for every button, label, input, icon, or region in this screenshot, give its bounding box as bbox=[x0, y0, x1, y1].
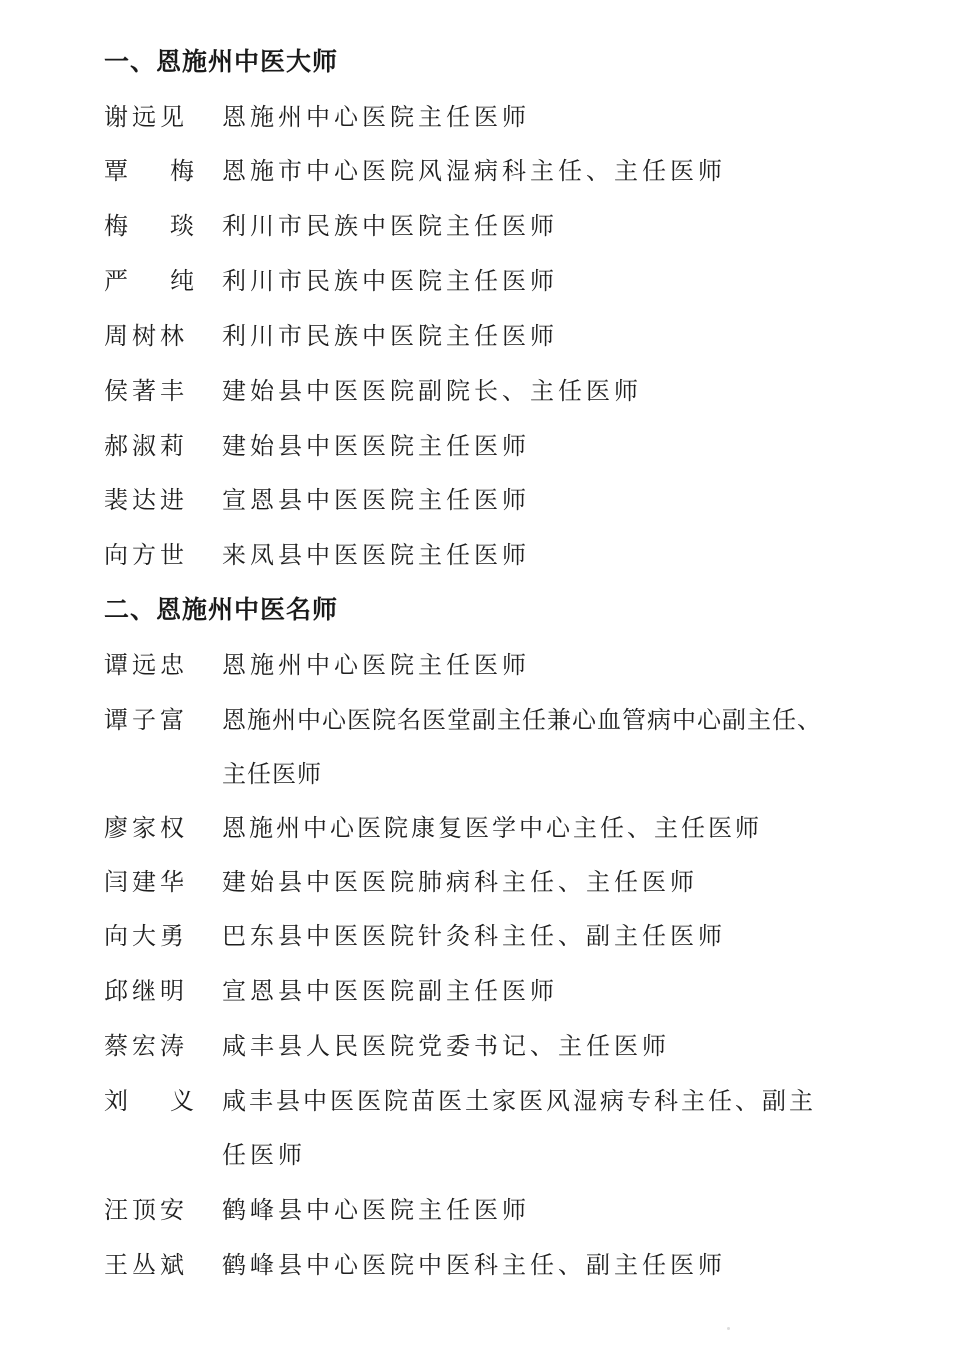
person-name: 王丛斌 bbox=[104, 1251, 188, 1279]
person-title: 宣恩县中医医院主任医师 bbox=[222, 486, 530, 514]
person-name: 裴达进 bbox=[104, 486, 188, 514]
person-title: 建始县中医医院主任医师 bbox=[222, 432, 530, 460]
person-title: 鹤峰县中心医院中医科主任、副主任医师 bbox=[222, 1251, 726, 1279]
person-name: 覃 梅 bbox=[104, 157, 194, 185]
person-name: 汪顶安 bbox=[104, 1196, 188, 1224]
person-title: 恩施州中心医院康复医学中心主任、主任医师 bbox=[222, 814, 762, 842]
scan-speck bbox=[727, 1327, 730, 1330]
person-title: 咸丰县人民医院党委书记、主任医师 bbox=[222, 1032, 670, 1060]
person-name: 郝淑莉 bbox=[104, 432, 188, 460]
section-heading-masters: 一、恩施州中医大师 bbox=[104, 47, 339, 76]
person-title-continued: 任医师 bbox=[222, 1141, 306, 1169]
section-heading-famous-teachers: 二、恩施州中医名师 bbox=[104, 595, 339, 624]
person-title: 来凤县中医医院主任医师 bbox=[222, 541, 530, 569]
person-name: 谭子富 bbox=[104, 706, 188, 734]
person-name: 谢远见 bbox=[104, 103, 188, 131]
person-title: 恩施州中心医院主任医师 bbox=[222, 103, 530, 131]
person-name: 蔡宏涛 bbox=[104, 1032, 188, 1060]
person-name: 向方世 bbox=[104, 541, 188, 569]
person-name: 谭远忠 bbox=[104, 651, 188, 679]
person-title: 利川市民族中医院主任医师 bbox=[222, 212, 558, 240]
person-title: 建始县中医医院副院长、主任医师 bbox=[222, 377, 642, 405]
person-title: 恩施市中心医院风湿病科主任、主任医师 bbox=[222, 157, 726, 185]
person-name: 侯著丰 bbox=[104, 377, 188, 405]
person-name: 周树林 bbox=[104, 322, 188, 350]
person-name: 邱继明 bbox=[104, 977, 188, 1005]
person-title-continued: 主任医师 bbox=[222, 760, 322, 788]
person-title: 利川市民族中医院主任医师 bbox=[222, 267, 558, 295]
person-title: 建始县中医医院肺病科主任、主任医师 bbox=[222, 868, 698, 896]
person-name: 向大勇 bbox=[104, 922, 188, 950]
person-title: 宣恩县中医医院副主任医师 bbox=[222, 977, 558, 1005]
person-title: 利川市民族中医院主任医师 bbox=[222, 322, 558, 350]
person-name: 刘 义 bbox=[104, 1087, 194, 1115]
person-title: 咸丰县中医医院苗医土家医风湿病专科主任、副主 bbox=[222, 1087, 816, 1115]
person-name: 廖家权 bbox=[104, 814, 188, 842]
person-name: 严 纯 bbox=[104, 267, 194, 295]
person-name: 梅 琰 bbox=[104, 212, 194, 240]
person-title: 鹤峰县中心医院主任医师 bbox=[222, 1196, 530, 1224]
person-name: 闫建华 bbox=[104, 868, 188, 896]
person-title: 恩施州中心医院主任医师 bbox=[222, 651, 530, 679]
person-title: 巴东县中医医院针灸科主任、副主任医师 bbox=[222, 922, 726, 950]
person-title: 恩施州中心医院名医堂副主任兼心血管病中心副主任、 bbox=[222, 706, 822, 734]
